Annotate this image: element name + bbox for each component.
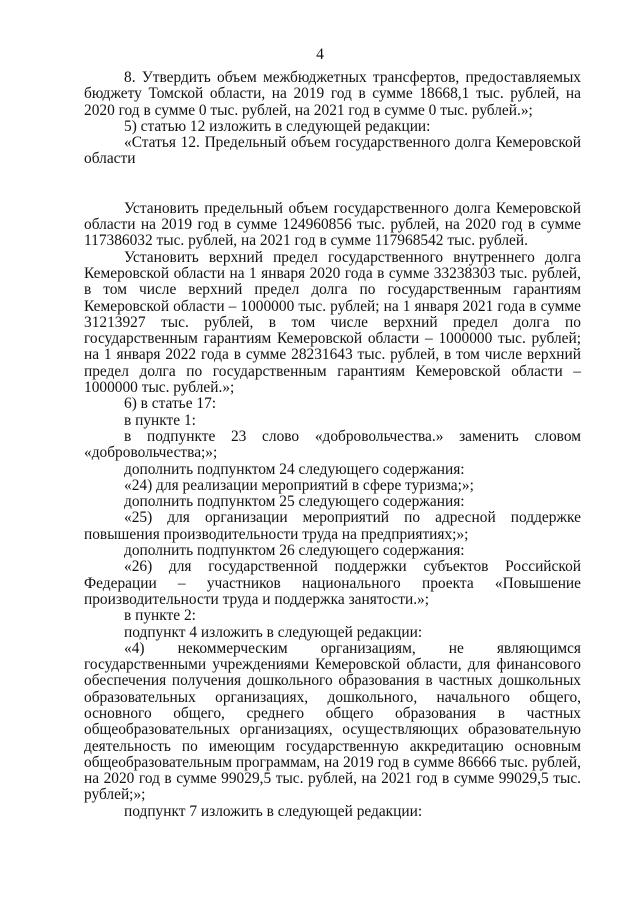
paragraph-subpoint-24: «24) для реализации мероприятий в сфере туризма;»;	[124, 476, 474, 494]
paragraph-add-subpoint-26: дополнить подпунктом 26 следующего содержания:	[124, 542, 465, 560]
paragraph-article-12-intro: 5) статью 12 изложить в следующей редакции:	[124, 117, 431, 135]
paragraph-article-12-heading: «Статья 12. Предельный объем государственного долга Кемеровской области	[84, 134, 581, 168]
paragraph-subpoint-4: «4) некоммерческим организациям, не являющимся государственными учреждениями Кемеровской области, для финансового обеспечения получения дошкольного образования в частных дошкольных образовательных организациях, дошкольного, начального общего, основного общего, среднего общего образования в частных общеобразовательных организациях, осуществляющих образовательную деятельность по имеющим государственную аккредитацию основным общеобразовательным программам, на 2019 год в сумме 86666 тыс. рублей, на 2020 год в сумме 99029,5 тыс. рублей, на 2021 год в сумме 99029,5 тыс. рублей;»;	[84, 639, 581, 804]
paragraph-subpoint-23: в подпункте 23 слово «добровольчества.» заменить словом «добровольчества;»;	[84, 427, 581, 462]
document-body	[84, 70, 581, 820]
paragraph-debt-limit: Установить предельный объем государственного долга Кемеровской области на 2019 год в сумме 124960856 тыс. рублей, на 2020 год в сумме 117386032 тыс. рублей, на 2021 год в сумме 117968542 тыс. рублей.	[84, 199, 581, 250]
paragraph-article-17-intro: 6) в статье 17:	[124, 395, 217, 413]
paragraph-subpoint-25: «25) для организации мероприятий по адресной поддержке повышения производительности труда на предприятиях;»;	[84, 509, 581, 543]
paragraph-point-1: в пункте 1:	[124, 411, 196, 429]
paragraph-subpoint-26: «26) для государственной поддержки субъектов Российской Федерации – участников национального проекта «Повышение производительности труда и поддержка занятости.»;	[84, 558, 581, 608]
paragraph-point-2: в пункте 2:	[124, 607, 196, 625]
paragraph-add-subpoint-24: дополнить подпунктом 24 следующего содержания:	[124, 460, 465, 478]
paragraph-transfers-tomsk: 8. Утвердить объем межбюджетных трансфертов, предоставляемых бюджету Томской области, на 2019 год в сумме 18668,1 тыс. рублей, на 2020 год в сумме 0 тыс. рублей, на 2021 год в сумме 0 тыс. рублей.»;	[84, 69, 581, 119]
paragraph-subpoint-7-intro: подпункт 7 изложить в следующей редакции:	[124, 802, 423, 820]
paragraph-debt-upper-limit: Установить верхний предел государственного внутреннего долга Кемеровской области на 1 января 2020 года в сумме 33238303 тыс. рублей, в том числе верхний предел долга по государственным гарантиям Кемеровской области – 1000000 тыс. рублей; на 1 января 2021 года в сумме 31213927 тыс. рублей, в том числе верхний предел долга по государственным гарантиям Кемеровской области – 1000000 тыс. рублей; на 1 января 2022 года в сумме 28231643 тыс. рублей, в том числе верхний предел долга по государственным гарантиям Кемеровской области – 1000000 тыс. рублей.»;	[84, 248, 581, 397]
paragraph-add-subpoint-25: дополнить подпунктом 25 следующего содержания:	[124, 493, 465, 511]
paragraph-subpoint-4-intro: подпункт 4 изложить в следующей редакции:	[124, 623, 423, 641]
paragraph-gap	[84, 168, 581, 201]
page-number: 4	[316, 46, 324, 63]
